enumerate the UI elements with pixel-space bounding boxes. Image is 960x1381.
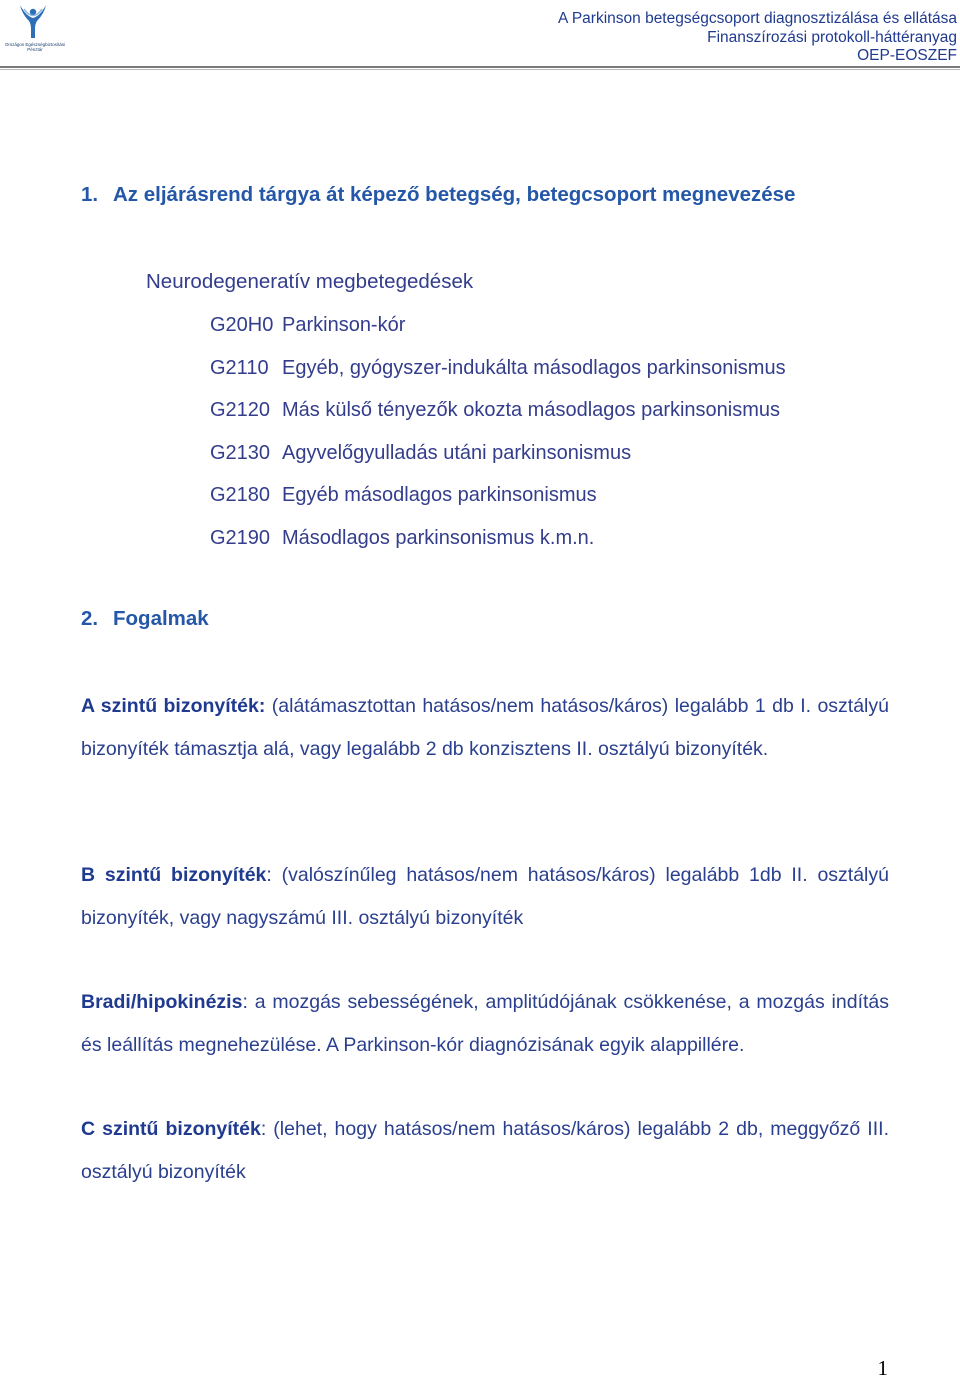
code-label: Más külső tényezők okozta másodlagos parkinsonismus — [282, 399, 781, 421]
code-label: Egyéb másodlagos parkinsonismus — [282, 484, 597, 506]
oep-logo — [2, 2, 66, 58]
definition-c-level — [81, 1108, 889, 1193]
definition-text: : (lehet, hogy hatásos/nem hatásos/káros) legalább 2 db, meggyőző III. osztályú bizonyíték — [81, 1118, 889, 1183]
page-number: 1 — [877, 1356, 888, 1380]
logo-caption: Országos Egészségbiztosítási Pénztár — [4, 42, 66, 52]
definition-term: Bradi/hipokinézis — [81, 991, 243, 1013]
header-line-3: OEP-EOSZEF — [857, 47, 957, 64]
section-2-number: 2. — [81, 607, 99, 630]
definition-text: : (valószínűleg hatásos/nem hatásos/káros) legalább 1db II. osztályú bizonyíték, vagy nagyszámú III. osztályú bizonyíték — [81, 864, 889, 929]
header-line-1: A Parkinson betegségcsoport diagnosztizálása és ellátása — [558, 10, 957, 27]
code-row — [210, 397, 786, 440]
code-row — [210, 440, 786, 483]
diagnosis-code-list — [210, 312, 786, 567]
section-1-heading — [81, 183, 795, 207]
definition-bradykinesia — [81, 981, 889, 1066]
section-1-title: Az eljárásrend tárgya át képező betegség, betegcsoport megnevezése — [113, 183, 796, 206]
code-value: G2130 — [210, 441, 271, 464]
code-label: Parkinson-kór — [282, 314, 406, 336]
definition-text: : a mozgás sebességének, amplitúdójának csökkenése, a mozgás indítás és leállítás megnehezülése. A Parkinson-kór diagnózisának egyik alappillére. — [81, 991, 889, 1056]
code-label: Egyéb, gyógyszer-indukálta másodlagos parkinsonismus — [282, 356, 786, 379]
code-row — [210, 482, 786, 525]
header-title-block — [558, 10, 957, 66]
definition-term: A szintű bizonyíték: — [81, 695, 266, 717]
definition-text: (alátámasztottan hatásos/nem hatásos/káros) legalább 1 db I. osztályú bizonyíték támasztja alá, vagy legalább 2 db konzisztens II. osztályú bizonyíték. — [81, 695, 889, 760]
code-value: G2190 — [210, 526, 271, 549]
code-row — [210, 312, 786, 355]
code-value: G2120 — [210, 399, 271, 421]
code-value: G20H0 — [210, 314, 274, 336]
definition-term: C szintű bizonyíték — [81, 1118, 261, 1140]
code-label: Másodlagos parkinsonismus k.m.n. — [282, 526, 595, 549]
code-row — [210, 355, 786, 398]
section-2-heading — [81, 607, 209, 631]
code-value: G2110 — [210, 356, 269, 379]
code-row — [210, 525, 786, 568]
oep-logo-icon — [2, 2, 66, 42]
section-1-number: 1. — [81, 183, 99, 206]
disease-group-title: Neurodegeneratív megbetegedések — [146, 270, 474, 293]
definition-b-level — [81, 854, 889, 939]
code-value: G2180 — [210, 484, 271, 506]
definition-a-level — [81, 685, 889, 770]
definition-term: B szintű bizonyíték — [81, 864, 267, 886]
header-rule-thick — [0, 66, 960, 68]
page-header — [0, 0, 960, 70]
section-2-title: Fogalmak — [113, 607, 209, 630]
header-line-2: Finanszírozási protokoll-háttéranyag — [707, 28, 957, 46]
code-label: Agyvelőgyulladás utáni parkinsonismus — [282, 441, 632, 464]
header-rule-thin — [0, 69, 960, 70]
